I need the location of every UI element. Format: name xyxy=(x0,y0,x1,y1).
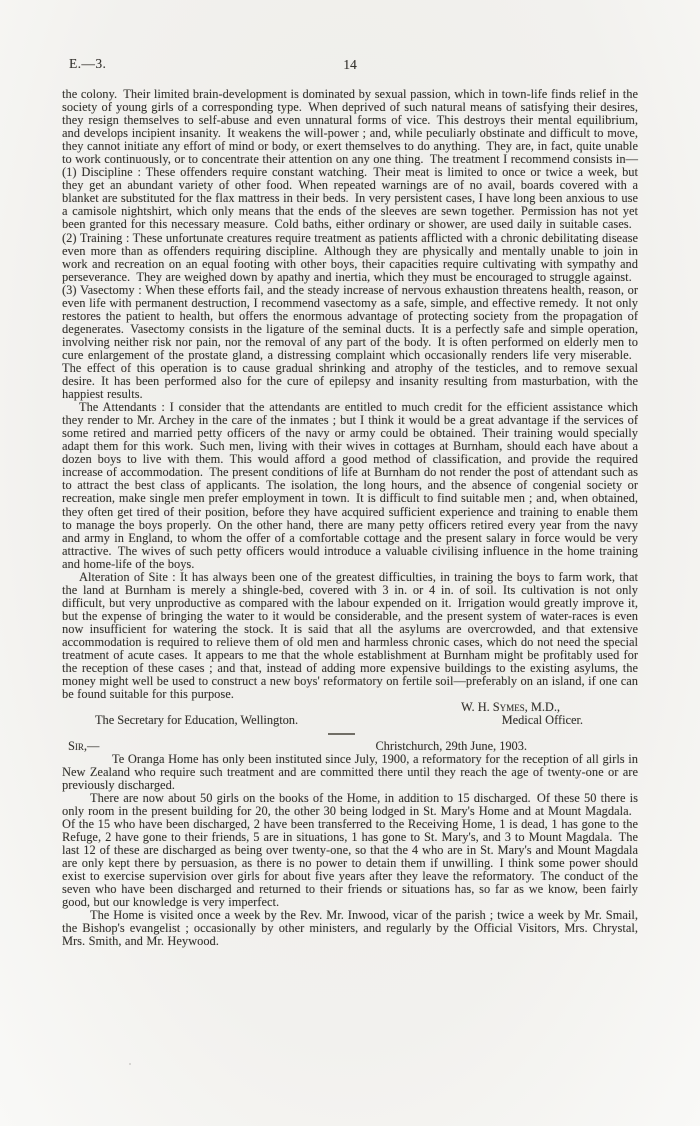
salutation-row xyxy=(62,740,638,753)
page-content xyxy=(62,56,638,948)
scan-speck xyxy=(418,590,420,592)
doc-reference: E.—3. xyxy=(69,56,107,71)
dateline: Christchurch, 29th June, 1903. xyxy=(375,738,527,753)
addressee: The Secretary for Education, Wellington. xyxy=(95,713,299,728)
letter-te-oranga-report xyxy=(62,740,638,949)
signature-name: W. H. Symes, M.D., xyxy=(461,700,560,715)
paragraph: the colony. Their limited brain-development is dominated by sexual passion, which in town-life finds relief in the society of young girls of a corresponding type. When deprived of such natural means of satisfying their desires, they resign themselves to self-abuse and even unnatural forms of vice. This destroys their mental equilibrium, and develops incipient insanity. It weakens the will-power ; and, while peculiarly obstinate and difficult to move, they cannot initiate any effort of mind or body, or exert themselves to do anything. They are, in fact, quite unable to work continuously, or to concentrate their attention on any one thing. The treatment I recommend consists in—(1) Discipline : These offenders require constant watching. Their meat is limited to once or twice a week, but they get an abundant variety of other food. When repeated warnings are of no avail, boards covered with a blanket are substituted for the flax mattress in their beds. In very persistent cases, I have long been anxious to use a camisole nightshirt, which only means that the ends of the sleeves are sewn together. Permission has not yet been granted for this necessary measure. Cold baths, either ordinary or shower, are used daily in suitable cases. (2) Training : These unfortunate creatures require treatment as patients afflicted with a chronic debilitating disease even more than as offenders requiring discipline. Although they are physically and mentally unable to join in work and recreation on an equal footing with other boys, their capacities require cultivating with sympathy and perseverance. They are weighed down by apathy and inertia, which they must be encouraged to struggle against. (3) Vasectomy : When these efforts fail, and the steady increase of nervous exhaustion threatens health, reason, or even life with permanent destruction, I recommend vasectomy as a safe, simple, and effective remedy. It not only restores the patient to health, but offers the enormous advantage of protecting society from the propagation of degenerates. Vasectomy consists in the ligature of the seminal ducts. It is a perfectly safe and simple operation, involving neither risk nor pain, nor the removal of any part of the body. It is often performed on elderly men to cure enlargement of the prostate gland, a distressing complaint which occasionally renders life very miserable. The effect of this operation is to cause gradual shrinking and atrophy of the testicles, and to remove sexual desire. It has been performed also for the cure of epilepsy and insanity resulting from masturbation, with the happiest results. xyxy=(62,87,638,402)
scan-speck xyxy=(612,132,614,134)
section-divider xyxy=(328,733,355,734)
paragraph: There are now about 50 girls on the books of the Home, in addition to 15 discharged. Of these 50 there is only room in the present building for 20, the other 30 being lodged in St. Mary's Home and at Mount Magdala. Of the 15 who have been discharged, 2 have been transferred to the Receiving Home, 1 is dead, 1 has gone to the Refuge, 2 have gone to their friends, 5 are in situations, 1 has gone to St. Mary's, and 3 to Mount Magdala. The last 12 of these are discharged as being over twenty-one, so that the 4 who are in St. Mary's and Mount Magdala are only kept there by persuasion, as there is no power to detain them if unwilling. I think some power should exist to exercise supervision over girls for about five years after they leave the reformatory. The conduct of the seven who have been discharged and returned to their friends or situations has, so far as we know, been fairly good, but our knowledge is very imperfect. xyxy=(62,790,638,910)
salutation: Sir,— xyxy=(68,738,100,753)
page-number: 14 xyxy=(343,57,357,72)
paragraph: The Attendants : I consider that the attendants are entitled to much credit for the efficient assistance which they render to Mr. Archey in the care of the inmates ; but I think it would be a great advantage if the services of some retired and married petty officers of the navy or army could be obtained. Their training would specially adapt them for this work. Such men, living with their wives in cottages at Burnham, should each have about a dozen boys to live with them. This would afford a good method of classification, and provide the required increase of accommodation. The present conditions of life at Burnham do not render the post of attendant such as to attract the best class of applicants. The isolation, the long hours, and the absence of congenial society or recreation, make single men prefer employment in town. It is difficult to find suitable men ; and, when obtained, they often get tired of their position, before they have acquired sufficient experience and training to enable them to manage the boys properly. On the other hand, there are many petty officers retired every year from the navy and army in England, to whom the offer of a comfortable cottage and the present salary in force would be very attractive. The wives of such petty officers would introduce a valuable civilising influence in the home training and home-life of the boys. xyxy=(62,400,638,571)
scan-speck xyxy=(129,1063,131,1065)
paragraph: Te Oranga Home has only been instituted since July, 1900, a reformatory for the reception of all girls in New Zealand who require such treatment and are committed there until they reach the age of twenty-one or are previously discharged. xyxy=(62,751,638,792)
signature-title: Medical Officer. xyxy=(501,713,583,728)
paragraph: The Home is visited once a week by the Rev. Mr. Inwood, vicar of the parish ; twice a week by Mr. Smail, the Bishop's evangelist ; occasionally by other ministers, and regularly by the Official Visitors, Mrs. Chrystal, Mrs. Smith, and Mr. Heywood. xyxy=(62,908,638,949)
doc-header xyxy=(62,56,638,73)
paragraph: Alteration of Site : It has always been one of the greatest difficulties, in training the boys to farm work, that the land at Burnham is merely a shingle-bed, covered with 3 in. or 4 in. of soil. Its cultivation is not only difficult, but very unproductive as compared with the labour expended on it. Irrigation would greatly improve it, but the expense of bringing the water to it would be considerable, and the present system of water-races is even now insufficient for watering the stock. It is said that all the asylums are overcrowded, and that extensive accommodation is required to relieve them of old men and harmless chronic cases, which do not need the special treatment of acute cases. It appears to me that the whole establishment at Burnham might be profitably used for the reception of these cases ; and that, instead of adding more expensive buildings to the existing asylums, the money might well be used to construct a new boys' reformatory on fertile soil—preferably on an island, if one can be found suitable for this purpose. xyxy=(62,569,638,702)
letter-medical-officer-report xyxy=(62,88,638,727)
signature-row xyxy=(62,714,638,727)
